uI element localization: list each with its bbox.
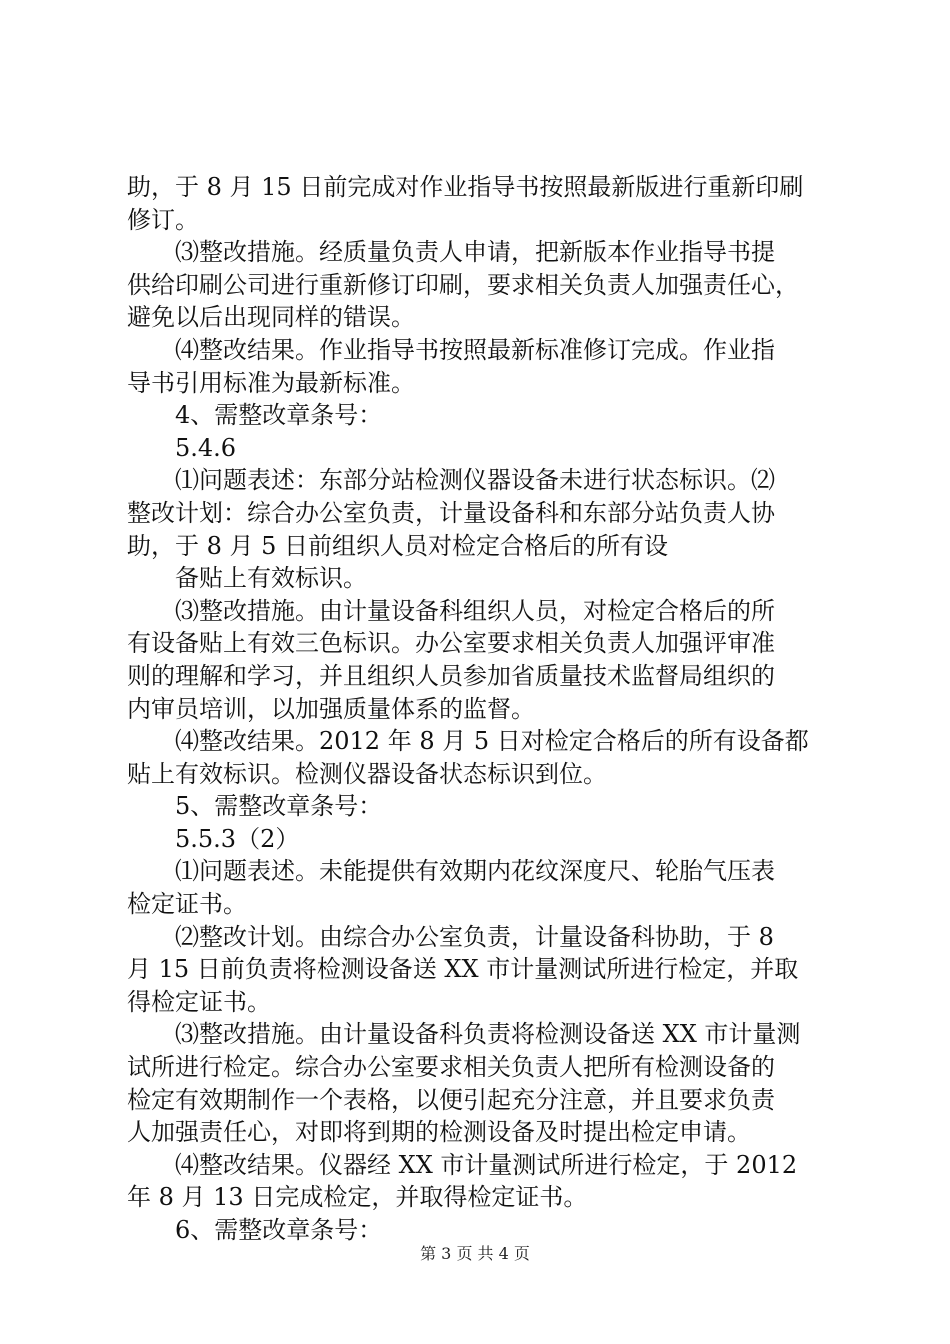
text-line: 试所进行检定。综合办公室要求相关负责人把所有检测设备的: [127, 1053, 775, 1082]
document-body: [127, 171, 833, 1247]
text-line: 供给印刷公司进行重新修订印刷，要求相关负责人加强责任心，: [127, 270, 799, 299]
text-line: ⑴问题表述。未能提供有效期内花纹深度尺、轮胎气压表: [175, 857, 775, 886]
text-line: 修订。: [127, 205, 199, 234]
text-line: 贴上有效标识。检测仪器设备状态标识到位。: [127, 759, 607, 788]
text-line: 得检定证书。: [127, 987, 271, 1016]
text-line: ⑷整改结果。2012 年 8 月 5 日对检定合格后的所有设备都: [175, 727, 809, 756]
text-line: 5.5.3（2）: [175, 824, 300, 853]
text-line: 人加强责任心，对即将到期的检测设备及时提出检定申请。: [127, 1118, 751, 1147]
page-footer: 第 3 页 共 4 页: [420, 1244, 530, 1263]
text-line: ⑷整改结果。仪器经 XX 市计量测试所进行检定，于 2012: [175, 1150, 798, 1179]
text-line: ⑷整改结果。作业指导书按照最新标准修订完成。作业指: [175, 335, 775, 364]
text-line: 年 8 月 13 日完成检定，并取得检定证书。: [127, 1183, 588, 1212]
text-line: 检定有效期制作一个表格，以便引起充分注意，并且要求负责: [127, 1085, 775, 1114]
text-line: 检定证书。: [127, 890, 247, 919]
text-line: ⑶整改措施。经质量负责人申请，把新版本作业指导书提: [175, 238, 775, 267]
text-line: 5、需整改章条号：: [175, 792, 383, 821]
text-line: 4、需整改章条号：: [175, 401, 383, 430]
text-line: 5.4.6: [175, 433, 237, 462]
text-line: 月 15 日前负责将检测设备送 XX 市计量测试所进行检定，并取: [127, 955, 799, 984]
text-line: ⑶整改措施。由计量设备科组织人员，对检定合格后的所: [175, 596, 775, 625]
text-line: ⑵整改计划。由综合办公室负责，计量设备科协助，于 8: [175, 922, 774, 951]
text-line: 内审员培训，以加强质量体系的监督。: [127, 694, 535, 723]
text-line: 整改计划：综合办公室负责，计量设备科和东部分站负责人协: [127, 498, 775, 527]
text-line: 助，于 8 月 15 日前完成对作业指导书按照最新版进行重新印刷: [127, 173, 804, 201]
text-line: 导书引用标准为最新标准。: [127, 368, 415, 397]
text-line: 有设备贴上有效三色标识。办公室要求相关负责人加强评审准: [127, 629, 775, 658]
text-line: 备贴上有效标识。: [175, 564, 367, 593]
text-line: ⑶整改措施。由计量设备科负责将检测设备送 XX 市计量测: [175, 1020, 801, 1049]
text-line: 6、需整改章条号：: [175, 1216, 383, 1244]
text-line: 则的理解和学习，并且组织人员参加省质量技术监督局组织的: [127, 661, 775, 690]
text-line: 避免以后出现同样的错误。: [127, 303, 415, 332]
text-line: ⑴问题表述：东部分站检测仪器设备未进行状态标识。⑵: [175, 466, 775, 495]
text-line: 助，于 8 月 5 日前组织人员对检定合格后的所有设: [127, 531, 669, 560]
